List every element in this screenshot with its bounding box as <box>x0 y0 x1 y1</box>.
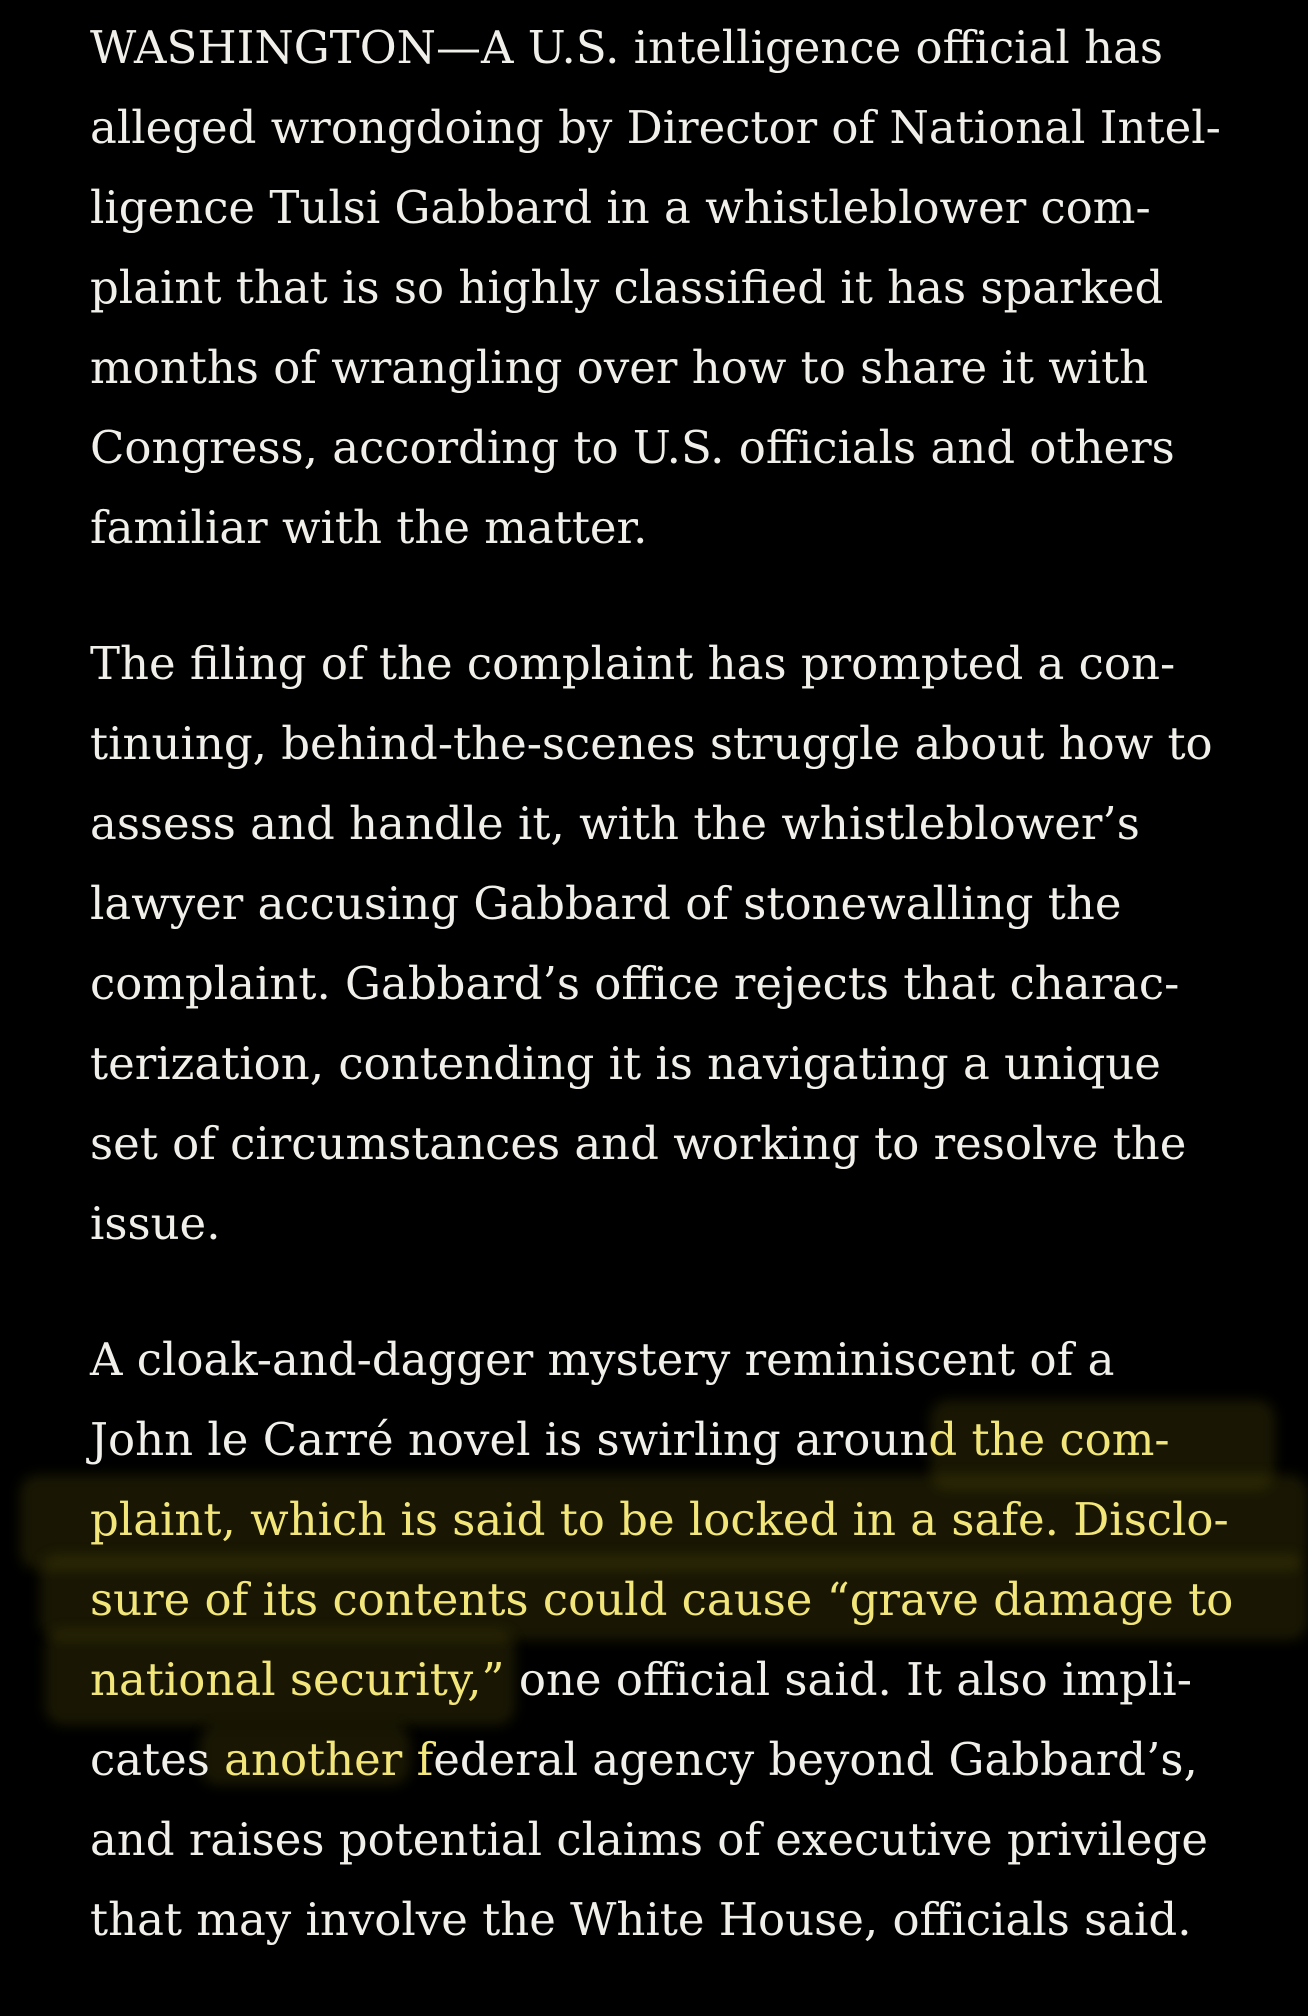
highlighted-text: another f <box>224 1733 434 1786</box>
highlighted-text: sure of its contents could cause “grave damage to <box>90 1573 1234 1626</box>
paragraph-1 <box>90 8 1250 568</box>
text-segment: cates <box>90 1733 225 1786</box>
text-line: familiar with the matter. <box>90 501 648 554</box>
text-segment: ederal agency beyond Gabbard’s, <box>433 1733 1198 1786</box>
paragraph-3 <box>90 1320 1250 1960</box>
text-line: set of circumstances and working to resolve the <box>90 1117 1187 1170</box>
text-line: months of wrangling over how to share it with <box>90 341 1149 394</box>
text-line: The filing of the complaint has prompted a con- <box>90 637 1176 690</box>
highlighted-text: national security,” <box>90 1653 505 1706</box>
text-line: ligence Tulsi Gabbard in a whistleblower com- <box>90 181 1151 234</box>
text-line: assess and handle it, with the whistleblower’s <box>90 797 1140 850</box>
text-segment: one official said. It also impli- <box>504 1653 1192 1706</box>
text-line: complaint. Gabbard’s office rejects that charac- <box>90 957 1180 1010</box>
text-line <box>90 1720 1250 1800</box>
text-line: tinuing, behind-the-scenes struggle about how to <box>90 717 1213 770</box>
text-line: WASHINGTON—A U.S. intelligence official has <box>90 21 1163 74</box>
text-line: alleged wrongdoing by Director of National Intel- <box>90 101 1221 154</box>
text-line: Congress, according to U.S. officials and others <box>90 421 1175 474</box>
text-line: plaint that is so highly classified it has sparked <box>90 261 1164 314</box>
text-line: and raises potential claims of executive privilege <box>90 1813 1208 1866</box>
text-line: A cloak-and-dagger mystery reminiscent of a <box>90 1333 1115 1386</box>
highlighted-text: plaint, which is said to be locked in a safe. Disclo- <box>90 1493 1229 1546</box>
highlighted-text: d the com- <box>928 1413 1170 1466</box>
paragraph-2 <box>90 624 1250 1264</box>
article-body <box>90 8 1250 2016</box>
text-line: lawyer accusing Gabbard of stonewalling the <box>90 877 1122 930</box>
text-segment: John le Carré novel is swirling aroun <box>90 1413 929 1466</box>
text-line: that may involve the White House, officials said. <box>90 1893 1192 1946</box>
text-line <box>90 1640 1250 1720</box>
text-line <box>90 1400 1250 1480</box>
text-line: terization, contending it is navigating a unique <box>90 1037 1161 1090</box>
text-line: issue. <box>90 1197 221 1250</box>
